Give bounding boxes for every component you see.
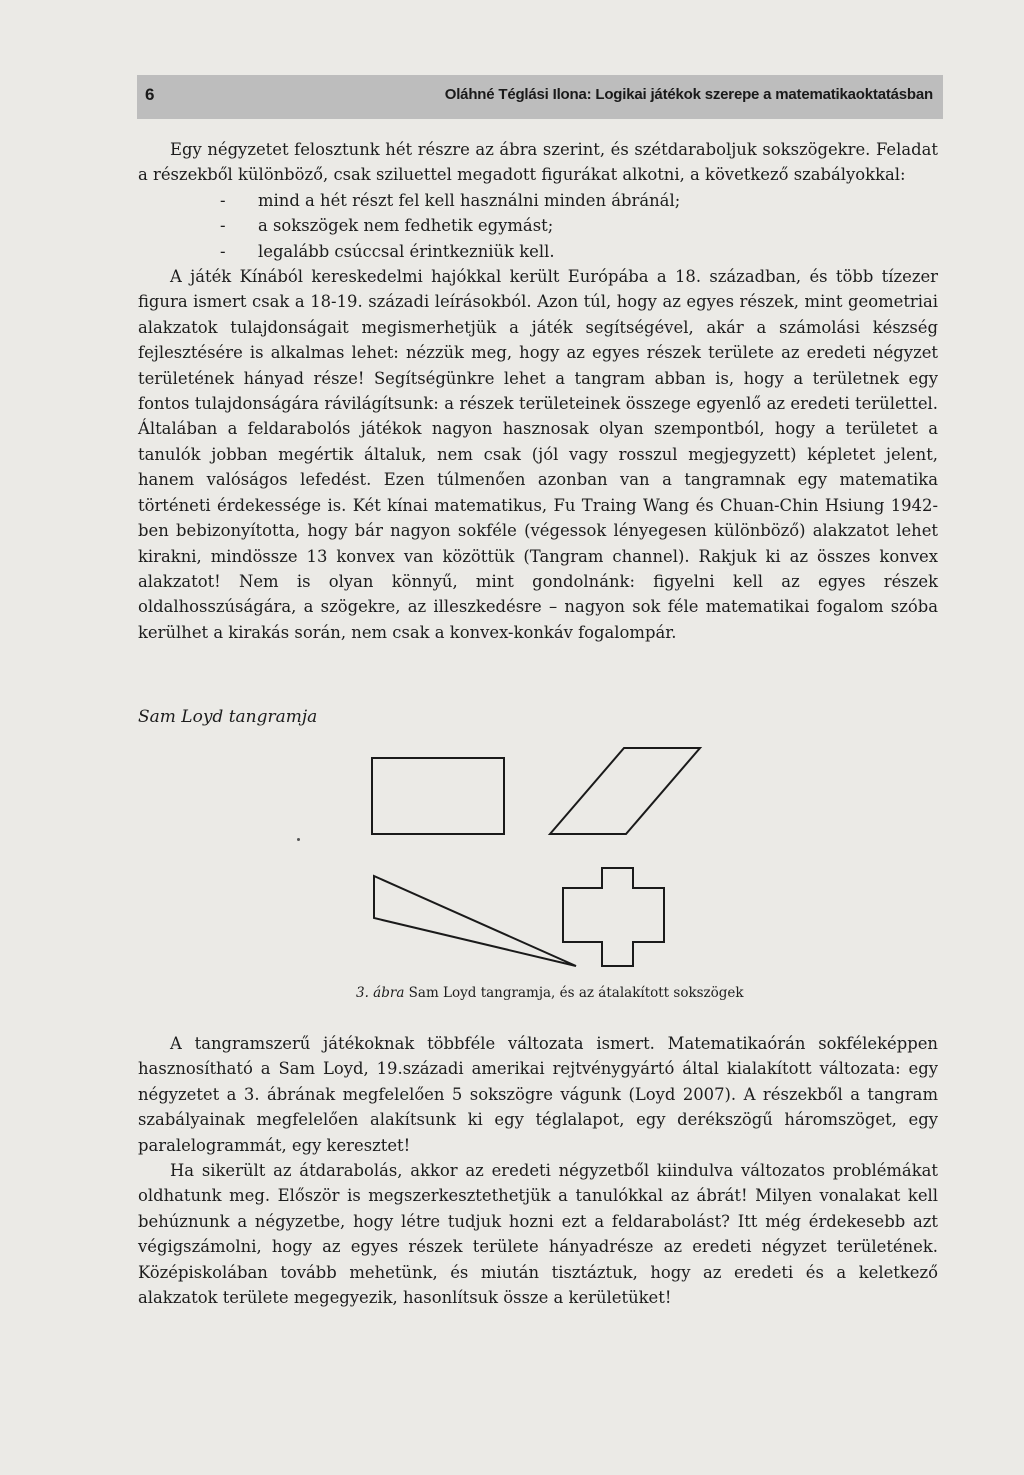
page-number: 6 bbox=[145, 85, 155, 104]
outro-paragraph-2: Ha sikerült az átdarabolás, akkor az eredeti négyzetből kiindulva változatos problémákat oldhatunk meg. Először is megszerkesztethetjük a tanulókkal az ábrát! Milyen vonalakat kell behúznunk a négyzetbe, hogy létre tudjuk hozni ezt a feldarabolást? Itt még érdekesebb azt végigszámolni, hogy az egyes részek területe hányadrésze az eredeti négyzet területének. Középiskolában tovább mehetünk, és miután tisztáztuk, hogy az eredeti és a keletkező alakzatok területe megegyezik, hasonlítsuk össze a kerületüket! bbox=[138, 1161, 938, 1308]
rule-item: - mind a hét részt fel kell használni minden ábránál; bbox=[220, 190, 681, 210]
rule-item: - a sokszögek nem fedhetik egymást; bbox=[220, 216, 554, 236]
sam-loyd-tangram-figure bbox=[300, 740, 720, 980]
intro-section bbox=[138, 137, 938, 645]
running-header bbox=[137, 75, 943, 119]
outro-section bbox=[138, 1031, 938, 1310]
section-heading: Sam Loyd tangramja bbox=[138, 707, 318, 727]
running-title: Oláhné Téglási Ilona: Logikai játékok szerepe a matematikaoktatásban bbox=[444, 86, 933, 103]
outro-paragraph-1: A tangramszerű játékoknak többféle változata ismert. Matematikaórán sokféleképpen hasznosítható a Sam Loyd, 19.századi amerikai rejtvénygyártó által kialakított változata: egy négyzetet a 3. ábrának megfelelően 5 sokszögre vágunk (Loyd 2007). A részekből a tangram szabályainak megfelelően alakítsunk ki egy téglalapot, egy derékszögű háromszöget, egy paralelogrammát, egy keresztet! bbox=[138, 1034, 938, 1155]
intro-paragraph-1: Egy négyzetet felosztunk hét részre az ábra szerint, és szétdaraboljuk sokszögekre. Feladat a részekből különböző, csak sziluettel megadott figurákat alkotni, a következő szabályokkal: bbox=[138, 140, 938, 185]
rule-text: a sokszögek nem fedhetik egymást; bbox=[258, 216, 554, 236]
right-triangle-shape bbox=[374, 876, 576, 966]
parallelogram-shape bbox=[550, 748, 700, 834]
figure-caption-text: Sam Loyd tangramja, és az átalakított sokszögek bbox=[408, 985, 744, 1001]
rule-text: mind a hét részt fel kell használni minden ábránál; bbox=[258, 190, 681, 210]
rule-text: legalább csúccsal érintkezniük kell. bbox=[258, 241, 555, 261]
intro-paragraph-2: A játék Kínából kereskedelmi hajókkal került Európába a 18. században, és több tízezer figura ismert csak a 18-19. századi leírásokból. Azon túl, hogy az egyes részek, mint geometriai alakzatok tulajdonságait megismerhetjük a játék segítségével, akár a számolási készség fejlesztésére is alkalmas lehet: nézzük meg, hogy az egyes részek területe az eredeti négyzet területének hányad része! Segítségünkre lehet a tangram abban is, hogy a területnek egy fontos tulajdonságára rávilágítsunk: a részek területeinek összege egyenlő az eredeti területtel. Általában a feldarabolós játékok nagyon hasznosak olyan szempontból, hogy a területet a tanulók jobban megértik általuk, nem csak (jól vagy rosszul megjegyzett) képletet jelent, hanem valóságos lefedést. Ezen túlmenően azonban van a tangramnak egy matematika történeti érdekessége is. Két kínai matematikus, Fu Traing Wang és Chuan-Chin Hsiung 1942-ben bebizonyította, hogy bár nagyon sokféle (végessok lényegesen különböző) alakzatot lehet kirakni, mindössze 13 konvex van közöttük (Tangram channel). Rakjuk ki az összes konvex alakzatot! Nem is olyan könnyű, mint gondolnánk: figyelni kell az egyes részek oldalhosszúságára, a szögekre, az illeszkedésre – nagyon sok féle matematikai fogalom szóba kerülhet a kirakás során, nem csak a konvex-konkáv fogalompár. bbox=[138, 267, 938, 642]
rectangle-shape bbox=[372, 758, 504, 834]
figure-caption bbox=[356, 985, 744, 1001]
figure-number: 3. ábra bbox=[356, 985, 405, 1001]
cross-shape bbox=[563, 868, 664, 966]
rule-item: - legalább csúccsal érintkezniük kell. bbox=[220, 241, 555, 261]
rules-list bbox=[138, 188, 938, 264]
scan-speck bbox=[297, 838, 300, 841]
